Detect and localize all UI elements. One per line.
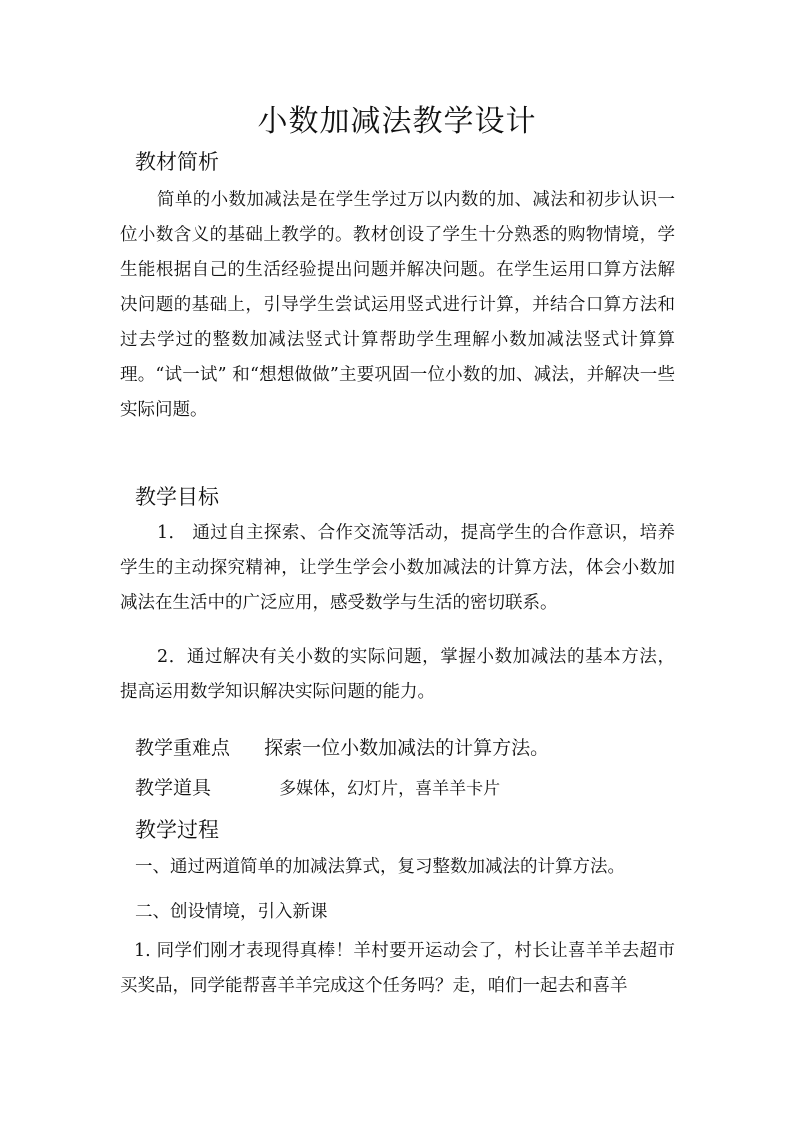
key-points-row — [135, 733, 549, 760]
tools-label: 教学道具 — [135, 777, 212, 799]
process-step-1: 一、通过两道简单的加减法算式，复习整数加减法的计算方法。 — [135, 857, 625, 877]
key-points-label: 教学重难点 — [135, 737, 231, 759]
document-title: 小数加减法教学设计 — [257, 104, 537, 139]
process-step-2: 二、创设情境，引入新课 — [135, 902, 328, 922]
tools-value: 多媒体，幻灯片，喜羊羊卡片 — [279, 779, 501, 799]
section-heading-goals: 教学目标 — [135, 485, 219, 509]
tools-row — [135, 773, 500, 800]
goals-item-2: 2．通过解决有关小数的实际问题，掌握小数加减法的基本方法，提高运用数学知识解决实际问题的能力。 — [120, 647, 675, 702]
section-heading-process: 教学过程 — [135, 818, 219, 842]
materials-paragraph: 简单的小数加减法是在学生学过万以内数的加、减法和初步认识一位小数含义的基础上教学的。教材创设了学生十分熟悉的购物情境，学生能根据自己的生活经验提出问题并解决问题。在学生运用口算方法解决问题的基础上，引导学生尝试运用竖式进行计算，并结合口算方法和过去学过的整数加减法竖式计算帮助学生理解小数加减法竖式计算算理。“试一试” 和“想想做做”主要巩固一位小数的加、减法，并解决一些实际问题。 — [120, 190, 675, 420]
key-points-value: 探索一位小数加减法的计算方法。 — [264, 737, 550, 759]
section-heading-materials: 教材简析 — [135, 150, 219, 174]
process-step-2-item-1: 1. 同学们刚才表现得真棒！羊村要开运动会了，村长让喜羊羊去超市买奖品，同学能帮喜羊羊完成这个任务吗？走，咱们一起去和喜羊 — [120, 941, 675, 996]
goals-item-1: 1． 通过自主探索、合作交流等活动，提高学生的合作意识，培养学生的主动探究精神，让学生学会小数加减法的计算方法，体会小数加减法在生活中的广泛应用，感受数学与生活的密切联系。 — [120, 523, 675, 613]
